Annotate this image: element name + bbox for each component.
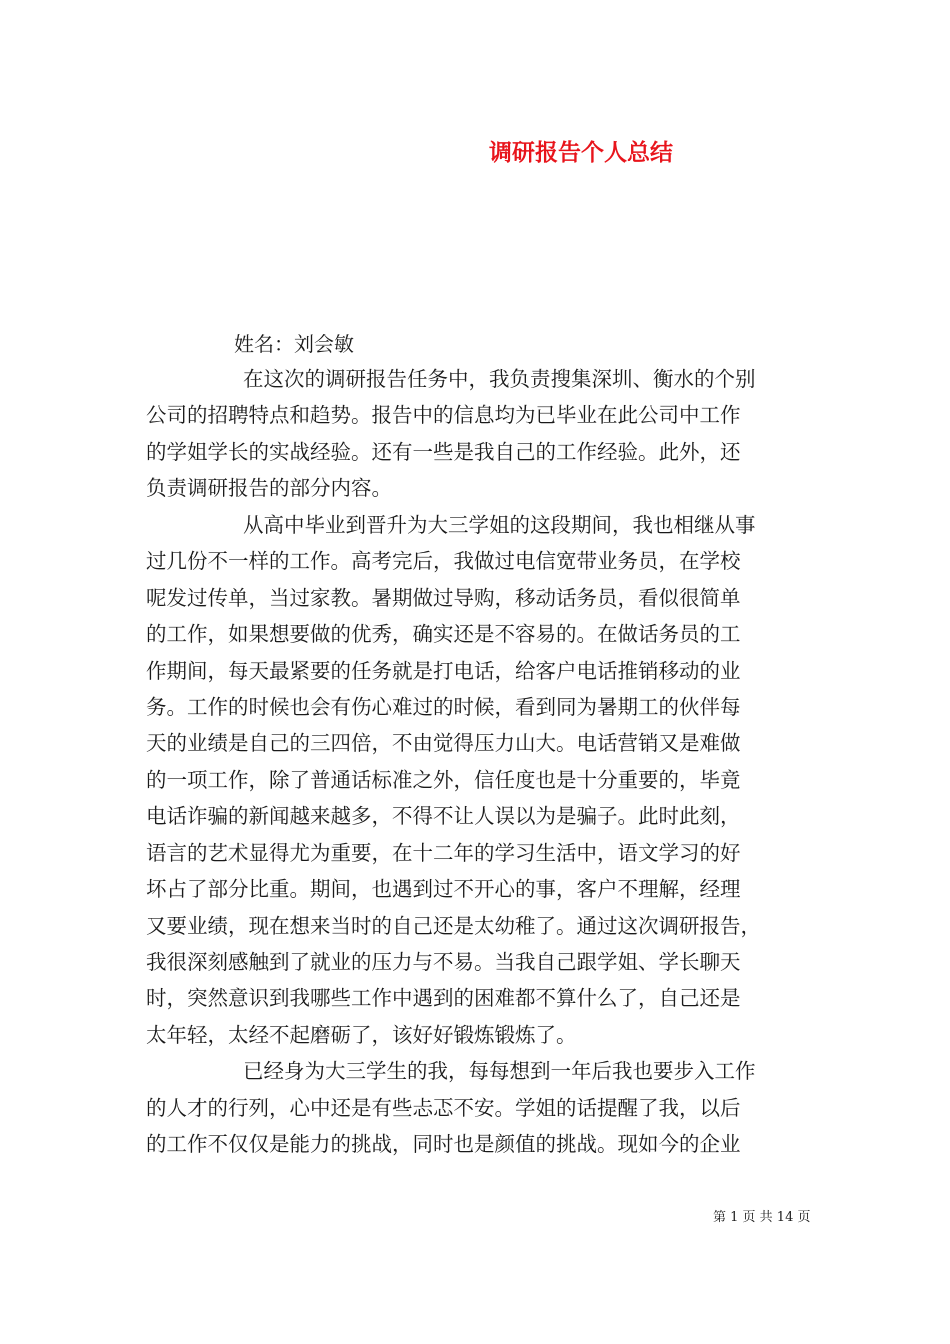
text-line: 电话诈骗的新闻越来越多，不得不让人误以为是骗子。此时此刻， xyxy=(146,804,741,829)
text-line: 时，突然意识到我哪些工作中遇到的困难都不算什么了，自己还是 xyxy=(146,986,741,1011)
text-line: 的工作，如果想要做的优秀，确实还是不容易的。在做话务员的工 xyxy=(146,622,741,647)
text-line: 的工作不仅仅是能力的挑战，同时也是颜值的挑战。现如今的企业 xyxy=(146,1132,741,1157)
text-line: 务。工作的时候也会有伤心难过的时候，看到同为暑期工的伙伴每 xyxy=(146,694,741,719)
text-line: 又要业绩，现在想来当时的自己还是太幼稚了。通过这次调研报告， xyxy=(146,913,761,938)
text-line: 呢发过传单，当过家教。暑期做过导购，移动话务员，看似很简单 xyxy=(146,585,741,610)
paragraph-3 xyxy=(146,1053,806,1162)
text-line: 作期间，每天最紧要的任务就是打电话，给客户电话推销移动的业 xyxy=(146,658,741,683)
text-line: 语言的艺术显得尤为重要，在十二年的学习生活中，语文学习的好 xyxy=(146,840,741,865)
author-line xyxy=(234,328,354,357)
text-line: 的一项工作，除了普通话标准之外，信任度也是十分重要的，毕竟 xyxy=(146,767,741,792)
text-line: 的人才的行列，心中还是有些忐忑不安。学姐的话提醒了我，以后 xyxy=(146,1095,741,1120)
text-line: 太年轻，太经不起磨砺了，该好好锻炼锻炼了。 xyxy=(146,1022,577,1047)
text-line: 负责调研报告的部分内容。 xyxy=(146,476,392,501)
text-line: 在这次的调研报告任务中，我负责搜集深圳、衡水的个别 xyxy=(243,367,756,391)
document-title: 调研报告个人总结 xyxy=(489,139,673,166)
author-label: 姓名： xyxy=(234,332,294,356)
page-number-footer: 第 1 页 共 14 页 xyxy=(713,1210,811,1225)
author-name: 刘会敏 xyxy=(294,332,354,356)
document-body xyxy=(146,361,806,1163)
text-line: 的学姐学长的实战经验。还有一些是我自己的工作经验。此外，还 xyxy=(146,439,741,464)
paragraph-1 xyxy=(146,361,806,507)
text-line: 已经身为大三学生的我，每每想到一年后我也要步入工作 xyxy=(243,1059,756,1084)
text-line: 坏占了部分比重。期间，也遇到过不开心的事，客户不理解，经理 xyxy=(146,877,741,902)
text-line: 从高中毕业到晋升为大三学姐的这段期间，我也相继从事 xyxy=(243,512,756,537)
text-line: 公司的招聘特点和趋势。报告中的信息均为已毕业在此公司中工作 xyxy=(146,403,741,428)
text-line: 我很深刻感触到了就业的压力与不易。当我自己跟学姐、学长聊天 xyxy=(146,950,741,974)
text-line: 天的业绩是自己的三四倍，不由觉得压力山大。电话营销又是难做 xyxy=(146,731,741,756)
paragraph-2 xyxy=(146,507,806,1054)
text-line: 过几份不一样的工作。高考完后，我做过电信宽带业务员，在学校 xyxy=(146,549,741,574)
